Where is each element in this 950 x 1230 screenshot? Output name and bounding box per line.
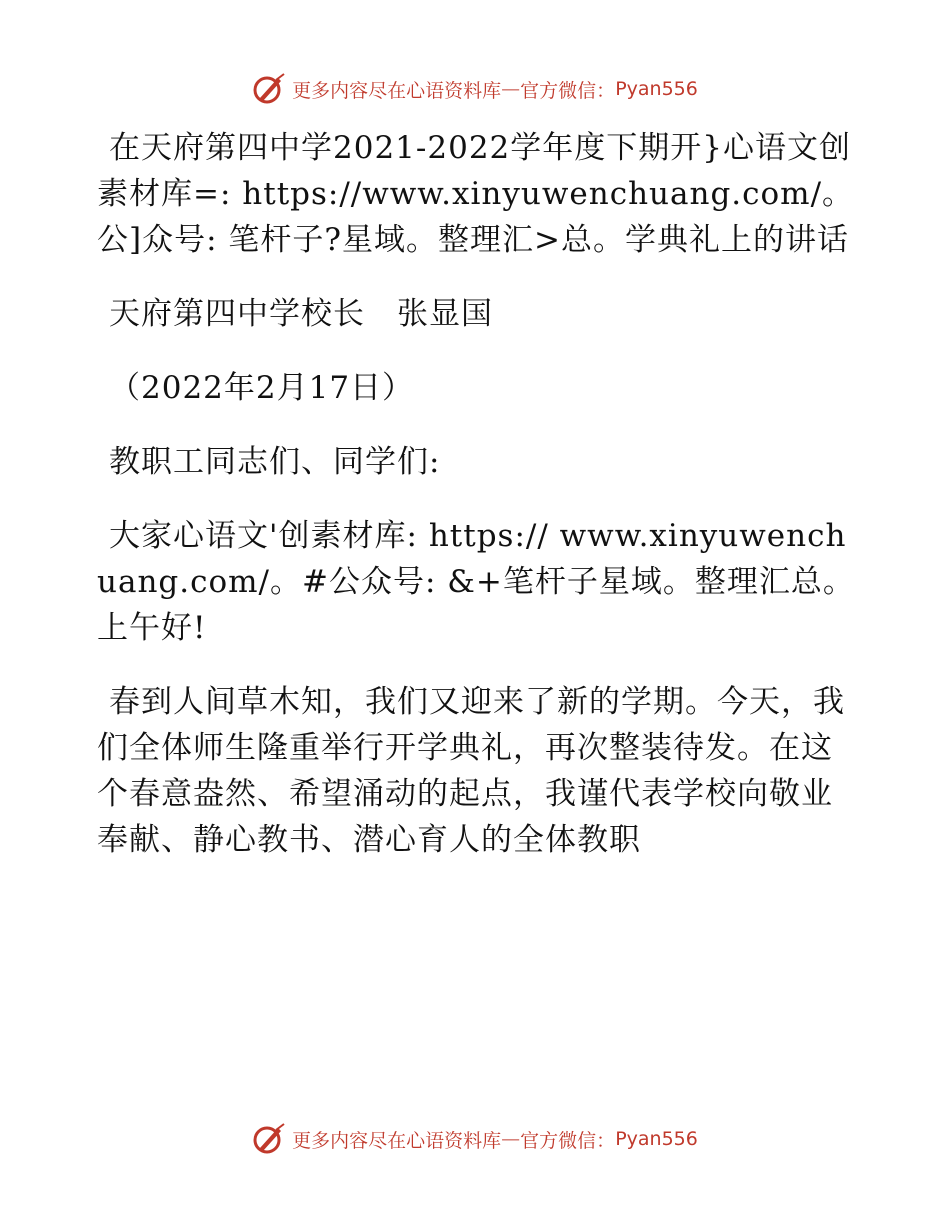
watermark-text: 更多内容尽在心语资料库 [292,79,502,102]
document-body [97,125,857,863]
quill-logo-icon [252,72,286,106]
speech-date: （2022年2月17日） [109,370,415,406]
watermark-wechat-label: 官方微信： [520,1129,616,1152]
watermark-wechat-id: Pyan556 [615,1128,698,1150]
speaker-line: 天府第四中学校长 张显国 [109,296,493,332]
watermark-wechat-id: Pyan556 [615,78,698,100]
header-watermark [0,72,950,106]
watermark-separator: — [501,1128,521,1150]
body-paragraph: 春到人间草木知，我们又迎来了新的学期。今天，我们全体师生隆重举行开学典礼，再次整装待发。在这个春意盎然、希望涌动的起点，我谨代表学校向敬业奉献、静心教书、潜心育人的全体教职 [97,684,845,858]
greeting-paragraph: 大家心语文'创素材库: https:// www.xinyuwenchuang.com/。#公众号: &+笔杆子星域。整理汇总。上午好! [97,518,855,646]
salutation: 教职工同志们、同学们: [109,444,441,480]
quill-logo-icon [252,1122,286,1156]
watermark-text: 更多内容尽在心语资料库 [292,1129,502,1152]
watermark-separator: — [501,78,521,100]
speech-title: 在天府第四中学2021-2022学年度下期开}心语文创素材库=: https://www.xinyuwenchuang.com/。公]众号: 笔杆子?星域。整理汇>总。学典礼上的讲话 [97,130,855,258]
footer-watermark [0,1122,950,1156]
watermark-wechat-label: 官方微信： [520,79,616,102]
